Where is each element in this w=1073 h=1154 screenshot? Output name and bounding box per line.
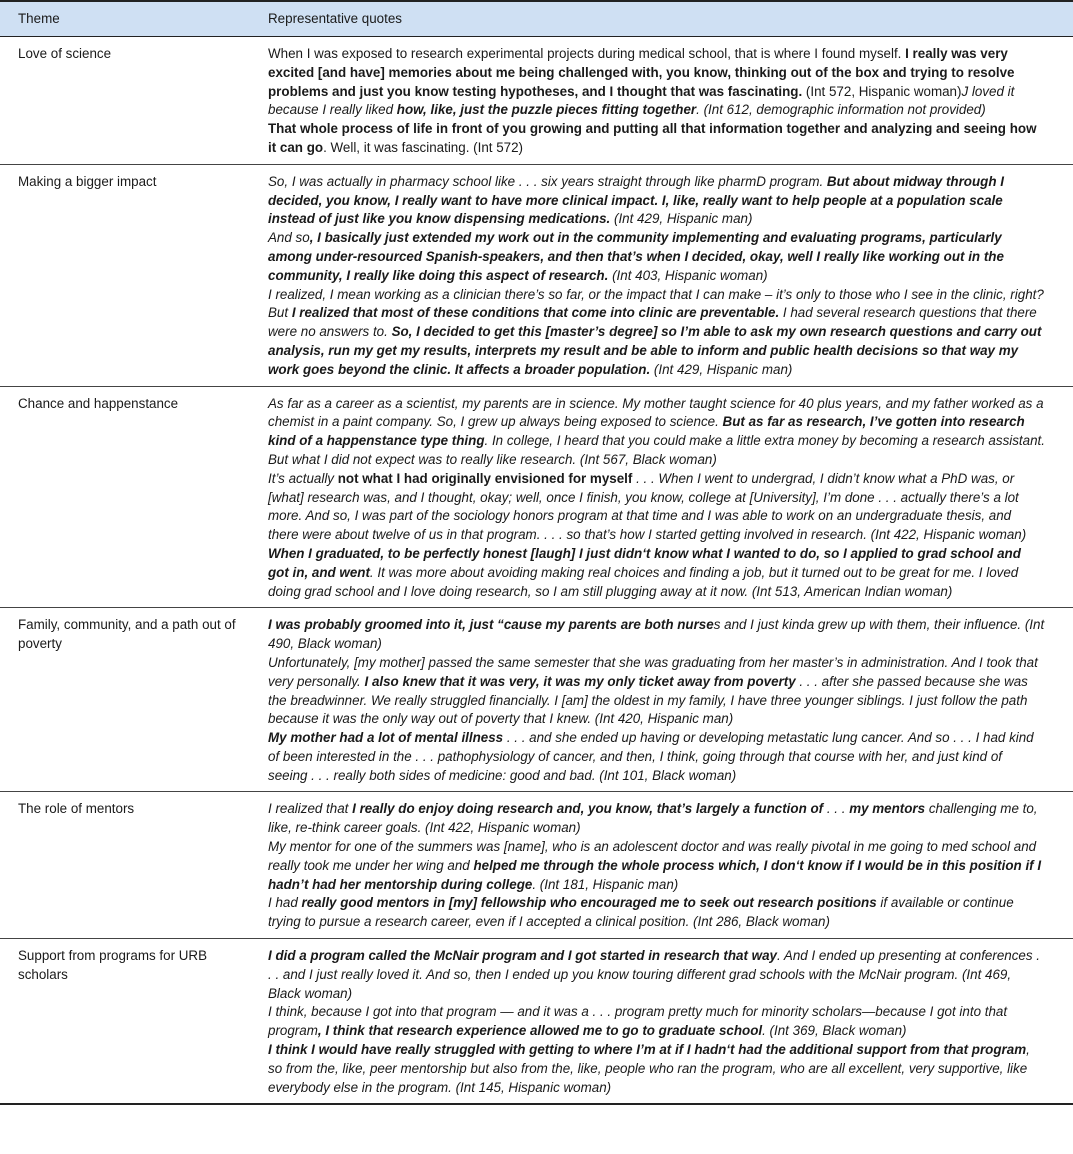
quote-segment: . . . and she ended up having or developing metastatic lung cancer. And so . . . I had kind of been interested in the . . . pathophysiology of cancer, and then, I think, going through that course with her, and just kind of seeing . . . really both sides of medicine: good and bad. (Int 101, Black woman) — [268, 730, 1034, 783]
quote-segment: I realized, I mean working as a clinician there’s so far, or the impact that I can make – it’s only to those who I see in the clinic, right? But — [268, 286, 1044, 321]
quote-segment: (Int 403, Hispanic woman) — [608, 267, 768, 283]
quote-segment: I was probably groomed into it, just “cause my parents are both nurse — [268, 617, 714, 633]
quote-segment: I did a program called the McNair program and I got started in research that way — [268, 948, 777, 964]
theme-cell: The role of mentors — [0, 792, 268, 939]
theme-cell: Love of science — [0, 37, 268, 165]
quote-segment: . Well, it was fascinating. (Int 572) — [323, 139, 524, 155]
header-quotes: Representative quotes — [268, 1, 1073, 37]
quote-segment: if available or continue trying to pursue a research career, even if I accepted a clinical position. (Int 286, Black woman) — [268, 895, 1014, 930]
quote-segment: I really was very excited [and have] memories about me being challenged with, you know, thinking out of the box and trying to resolve problems and just you know testing hypotheses, and I thought that was fascinating. — [268, 46, 1015, 99]
quote-segment: My mother had a lot of mental illness — [268, 730, 504, 746]
quote-segment: how, like, just the puzzle pieces fitting together — [396, 102, 697, 118]
quotes-cell — [268, 939, 1073, 1105]
quote-paragraph — [268, 395, 1045, 470]
quote-paragraph — [268, 654, 1045, 729]
quotes-cell — [268, 792, 1073, 939]
quote-segment: , I think that research experience allowed me to go to graduate school — [317, 1023, 763, 1039]
quote-segment: I really do enjoy doing research and, you know, that’s largely a function of — [352, 801, 827, 817]
quote-segment: Unfortunately, [my mother] passed the same semester that she was graduating from her master’s in administration. And I took that very personally. — [268, 654, 1038, 689]
quote-segment: I had — [268, 895, 302, 911]
table-row — [0, 792, 1073, 939]
quotes-cell — [268, 386, 1073, 608]
quotes-cell — [268, 608, 1073, 792]
quote-segment: not what I had originally envisioned for myself — [337, 470, 633, 486]
quote-paragraph — [268, 894, 1045, 932]
quote-segment: . It was more about avoiding making real choices and finding a job, but it turned out to be great for me. I loved doing grad school and I love doing research, so I am still plugging away at it now. (Int 513, American Indian woman) — [268, 564, 1019, 599]
quote-segment: . And I ended up presenting at conferences . . . and I just really loved it. And so, then I ended up you know touring different grad schools with the McNair program. (Int 469, Black woman) — [268, 948, 1041, 1001]
quote-segment: That whole process of life in front of you growing and putting all that information together and analyzing and seeing how it can go — [268, 121, 1037, 155]
theme-cell: Chance and happenstance — [0, 386, 268, 608]
quote-segment: . (Int 369, Black woman) — [762, 1023, 907, 1039]
quote-segment: (Int 572, Hispanic woman) — [802, 83, 962, 99]
quote-segment: really good mentors in [my] fellowship who encouraged me to seek out research positions — [301, 895, 877, 911]
quote-segment: J loved it because I really liked — [268, 83, 1015, 118]
quote-paragraph — [268, 616, 1045, 654]
quotes-cell — [268, 164, 1073, 386]
quote-paragraph — [268, 545, 1045, 601]
quote-segment: It’s actually — [268, 470, 338, 486]
quote-segment: I also knew that it was very, it was my only ticket away from poverty — [364, 673, 796, 689]
quote-segment: When I graduated, to be perfectly honest [laugh] I just didn‘t know what I wanted to do, so I applied to grad school and got in, and went — [268, 545, 1021, 580]
quote-paragraph — [268, 286, 1045, 380]
quote-segment: . In college, I heard that you could make a little extra money by becoming a research assistant. But what I did not expect was to really like research. (Int 567, Black woman) — [268, 433, 1045, 467]
quote-segment: I had several research questions that there were no answers to. — [268, 305, 1037, 340]
quote-segment: (Int 429, Hispanic man) — [610, 211, 753, 227]
quote-paragraph — [268, 729, 1045, 785]
quote-paragraph — [268, 229, 1045, 285]
quote-segment: So, I was actually in pharmacy school like . . . six years straight through like pharmD program. — [268, 173, 827, 189]
quote-segment: helped me through the whole process which, I don‘t know if I would be in this position if I hadn’t had her mentorship during college — [268, 857, 1042, 892]
theme-cell: Making a bigger impact — [0, 164, 268, 386]
quote-segment: I think I would have really struggled with getting to where I’m at if I hadn‘t had the additional support from that program — [268, 1042, 1027, 1058]
quote-paragraph — [268, 173, 1045, 229]
quote-paragraph — [268, 470, 1045, 545]
table-row — [0, 164, 1073, 386]
header-theme: Theme — [0, 1, 268, 37]
quote-paragraph — [268, 947, 1045, 1003]
quotes-cell — [268, 37, 1073, 165]
header-row — [0, 1, 1073, 37]
theme-cell: Family, community, and a path out of poverty — [0, 608, 268, 792]
quote-segment: But as far as research, I’ve gotten into research kind of a happenstance type thing — [268, 414, 1025, 449]
quote-segment: As far as a career as a scientist, my parents are in science. My mother taught science for 40 plus years, and my father worked as a chemist in a paint company. So, I grew up always being exposed to science. — [268, 395, 1044, 430]
quote-paragraph — [268, 838, 1045, 894]
quote-segment: my mentors — [849, 801, 926, 817]
quote-segment: . . . after she passed because she was the breadwinner. We really struggled financially. I [am] the oldest in my family, I have three younger siblings. I just follow the path because it was the only way out of poverty that I knew. (Int 420, Hispanic man) — [268, 673, 1028, 727]
quote-segment: . (Int 181, Hispanic man) — [532, 876, 679, 892]
quote-paragraph — [268, 800, 1045, 838]
theme-cell: Support from programs for URB scholars — [0, 939, 268, 1105]
quote-segment: So, I decided to get this [master’s degree] so I’m able to ask my own research questions and carry out analysis, run my get my results, interprets my result and be able to inform and public health decisions so that way my work goes beyond the clinic. It affects a broader population. — [268, 324, 1042, 377]
quote-paragraph — [268, 1041, 1045, 1097]
quote-segment: , I basically just extended my work out in the community implementing and evaluating programs, particularly among under-resourced Spanish-speakers, and then that’s when I decided, okay, well I really like working out in the community, I really like doing this aspect of research. — [268, 230, 1004, 283]
quote-segment: And so — [268, 230, 310, 246]
table-row — [0, 939, 1073, 1105]
quote-segment: When I was exposed to research experimental projects during medical school, that is where I found myself. — [268, 46, 906, 61]
table-row — [0, 608, 1073, 792]
quote-segment: I think, because I got into that program — and it was a . . . program pretty much for minority scholars—because I got into that program — [268, 1004, 1008, 1039]
quote-segment: challenging me to, like, re-think career goals. (Int 422, Hispanic woman) — [268, 801, 1038, 836]
quote-paragraph — [268, 1003, 1045, 1041]
quote-segment: . (Int 612, demographic information not provided) — [696, 102, 986, 118]
table-body — [0, 37, 1073, 1105]
quote-segment: . . . When I went to undergrad, I didn’t know what a PhD was, or [what] research was, and I thought, okay; well, once I finish, you know, college at [University], I’m done . . . actually there’s a lot more. And so, I was part of the sociology honors program at that time and I was able to work on an undergraduate thesis, and there were about twelve of us in that program. . . . so that’s how I started getting involved in research. (Int 422, Hispanic woman) — [268, 470, 1027, 543]
quote-paragraph — [268, 45, 1045, 120]
quote-segment: I realized that — [268, 801, 353, 817]
table-row — [0, 386, 1073, 608]
quote-segment: , so from the, like, peer mentorship but also from the, like, people who ran the program, who are all excellent, very supportive, like everybody else in the program. (Int 145, Hispanic woman) — [268, 1042, 1030, 1095]
quote-segment: (Int 429, Hispanic man) — [650, 361, 793, 377]
quote-segment: My mentor for one of the summers was [name], who is an adolescent doctor and was really pivotal in me going to med school and really took me under her wing and — [268, 839, 1037, 873]
table-row — [0, 37, 1073, 165]
quote-segment: s and I just kinda grew up with them, their influence. (Int 490, Black woman) — [268, 617, 1045, 652]
quote-segment: . . . — [826, 801, 850, 817]
table-header — [0, 1, 1073, 37]
quote-paragraph — [268, 120, 1045, 158]
quote-segment: I realized that most of these conditions that come into clinic are preventable. — [291, 305, 780, 321]
quote-segment: But about midway through I decided, you know, I really want to have more clinical impact. I, like, really want to help people at a population scale instead of just like you know dispensing medications. — [268, 173, 1004, 227]
